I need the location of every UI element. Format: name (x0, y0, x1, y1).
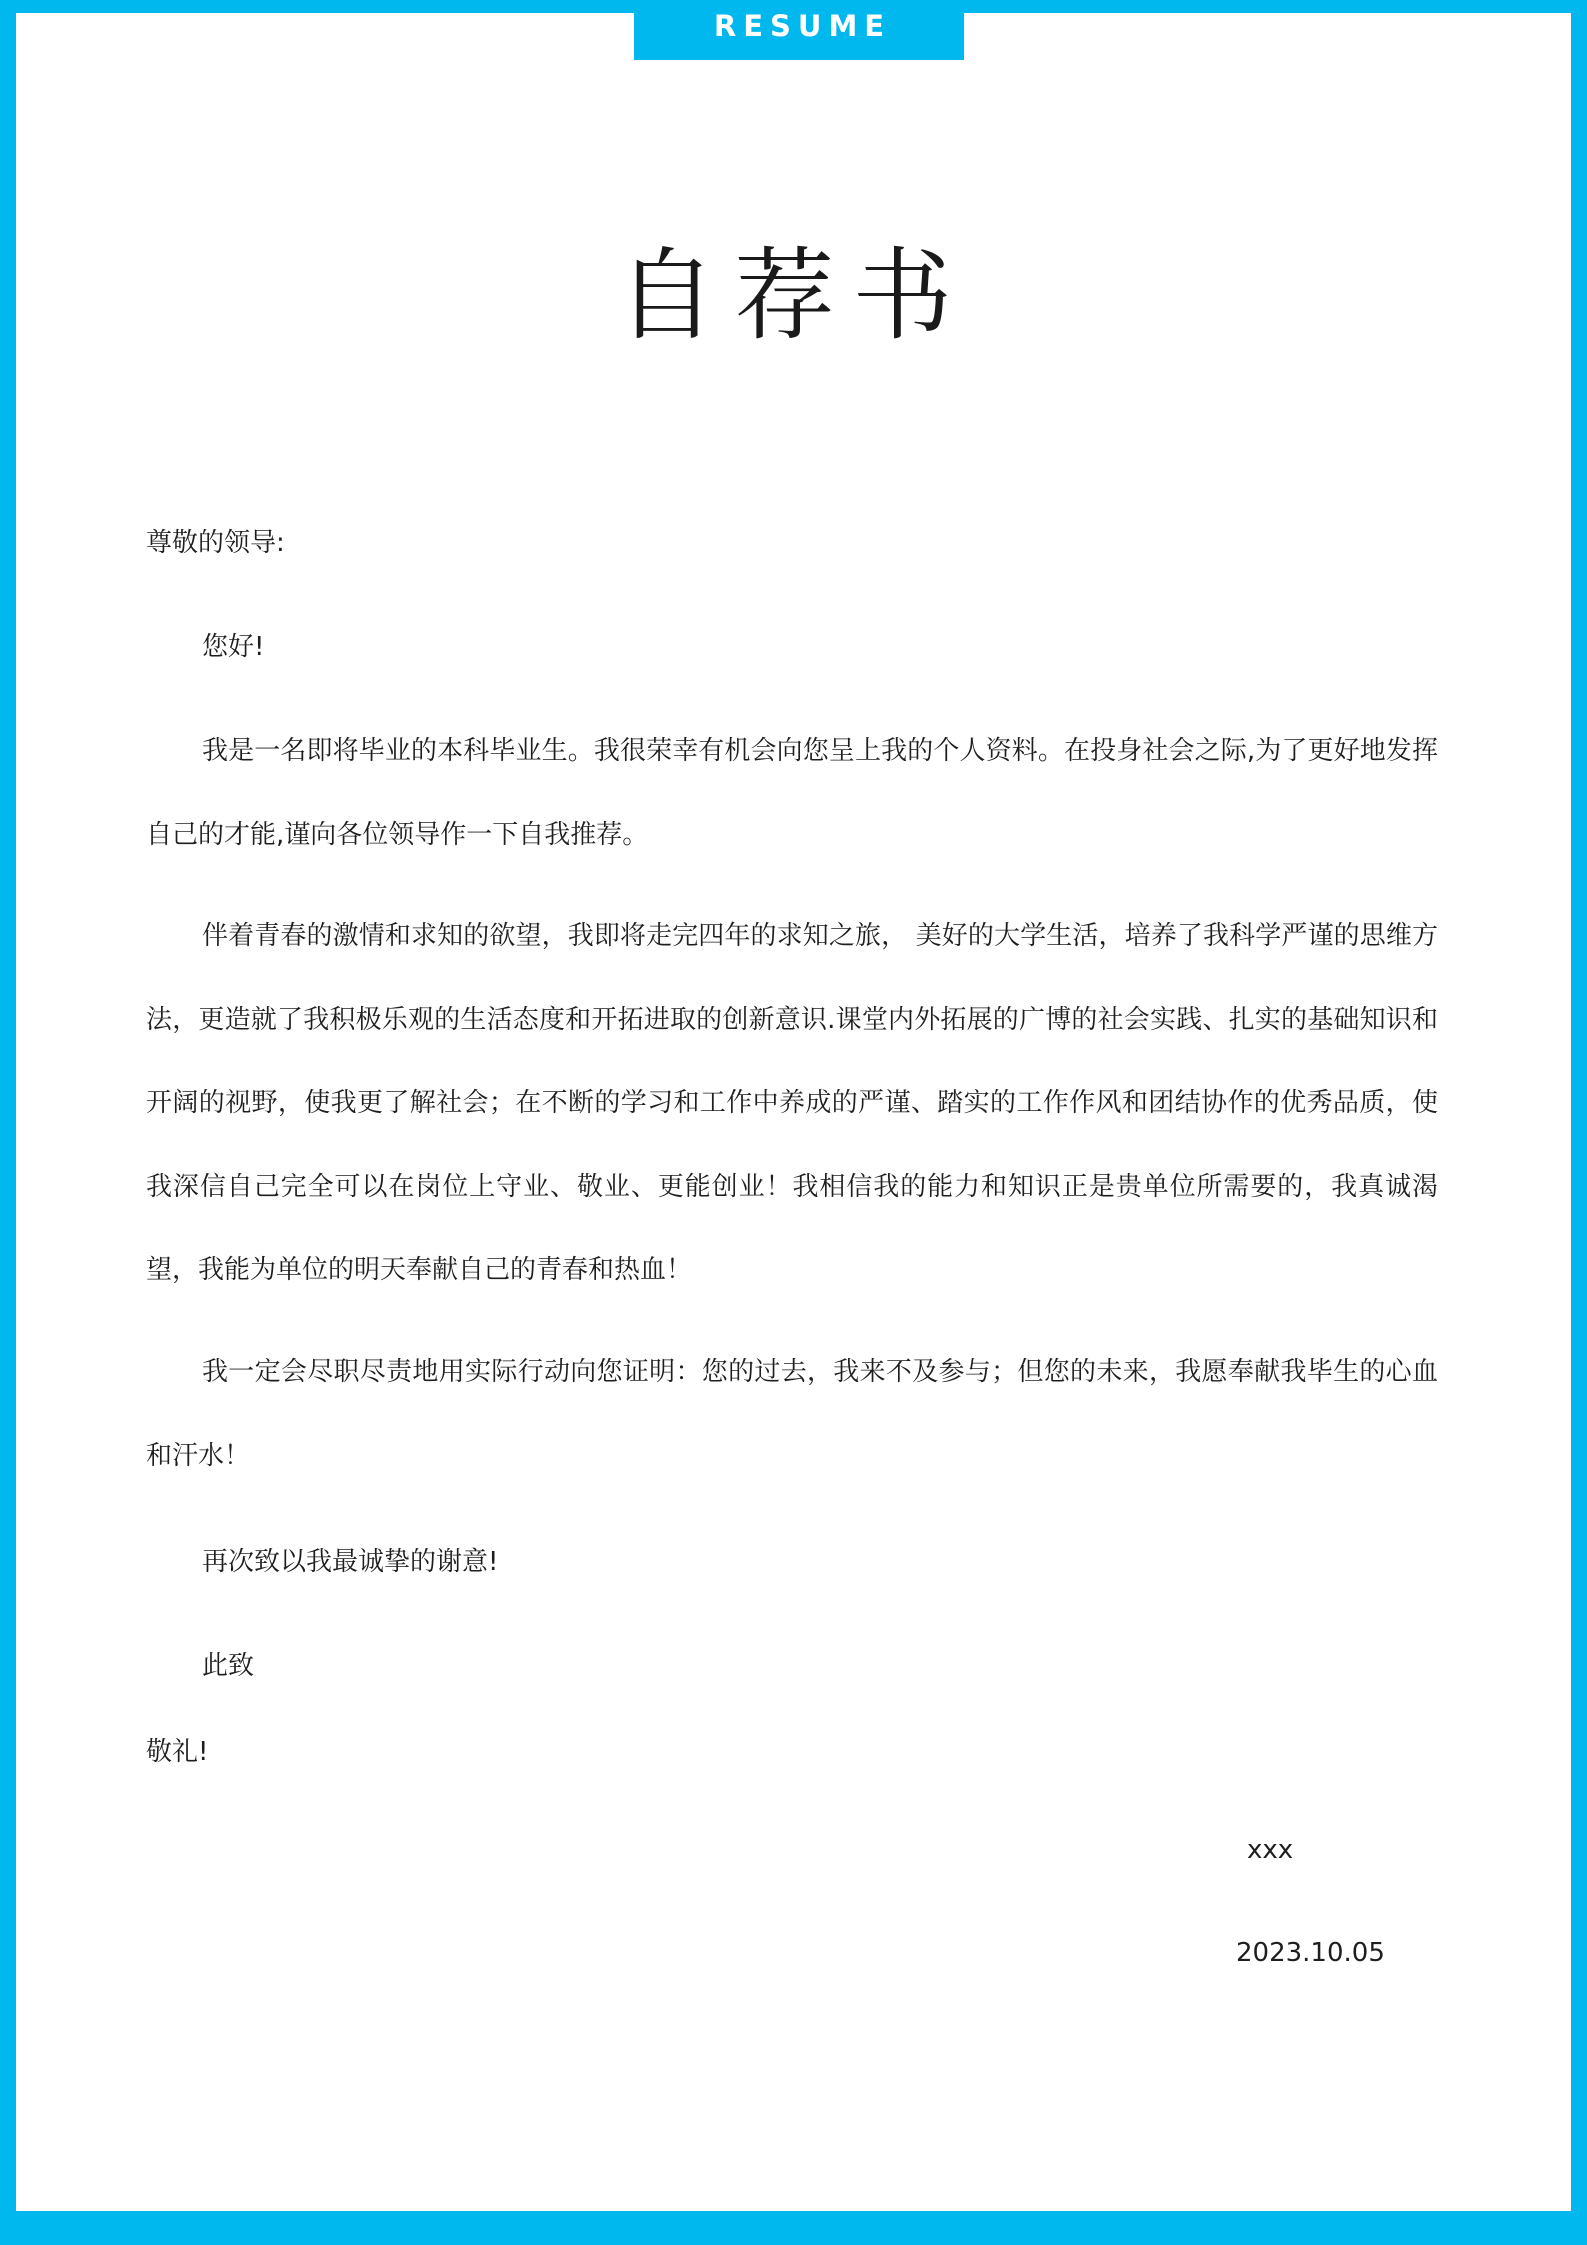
resume-tab: RESUME (634, 0, 964, 60)
greeting: 您好! (202, 632, 265, 662)
paragraph-3: 我一定会尽职尽责地用实际行动向您证明：您的过去，我来不及参与；但您的未来，我愿奉献我毕生的心血和汗水！ (146, 1357, 1438, 1471)
thanks-line: 再次致以我最诚挚的谢意! (202, 1547, 499, 1577)
letter-date: 2023.10.05 (1236, 1938, 1385, 1968)
closing-line-1: 此致 (202, 1651, 255, 1681)
letter-title: 自荐书 (616, 237, 971, 354)
closing-line-2: 敬礼! (146, 1737, 209, 1767)
paragraph-1: 我是一名即将毕业的本科毕业生。我很荣幸有机会向您呈上我的个人资料。在投身社会之际,为了更好地发挥自己的才能,谨向各位领导作一下自我推荐。 (146, 736, 1438, 850)
paragraph-2: 伴着青春的激情和求知的欲望，我即将走完四年的求知之旅， 美好的大学生活，培养了我科学严谨的思维方法，更造就了我积极乐观的生活态度和开拓进取的创新意识.课堂内外拓展的广博的社会实践、扎实的基础知识和开阔的视野，使我更了解社会；在不断的学习和工作中养成的严谨、踏实的工作作风和团结协作的优秀品质，使我深信自己完全可以在岗位上守业、敬业、更能创业！我相信我的能力和知识正是贵单位所需要的，我真诚渴望，我能为单位的明天奉献自己的青春和热血！ (146, 921, 1438, 1285)
salutation: 尊敬的领导: (146, 528, 285, 558)
signature: xxx (1247, 1835, 1294, 1865)
